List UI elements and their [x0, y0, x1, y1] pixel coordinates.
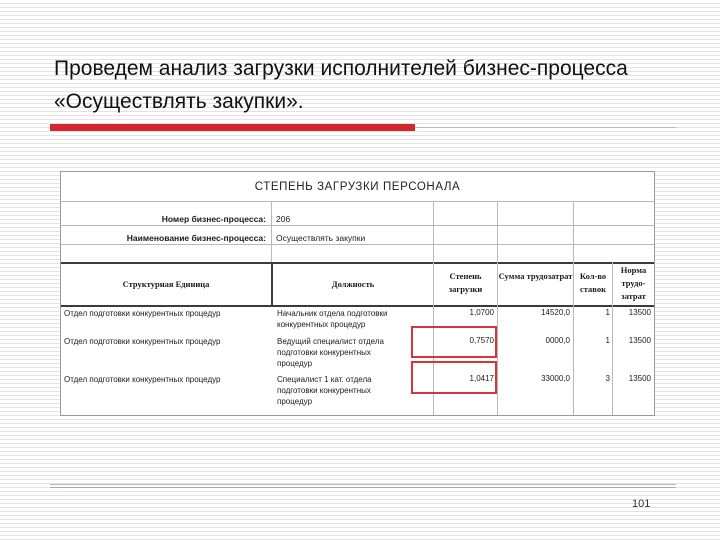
row-1-rates: 1	[605, 308, 610, 317]
header-load: Степень загрузки	[448, 271, 483, 294]
footer-divider-accent	[50, 487, 676, 488]
process-name-value: Осуществлять закупки	[276, 233, 366, 243]
highlight-box-row-2	[411, 326, 497, 358]
table-title: СТЕПЕНЬ ЗАГРУЗКИ ПЕРСОНАЛА	[254, 181, 461, 193]
row-3-position-line-2: подготовки конкурентных	[277, 386, 371, 395]
row-2-labor: 0000,0	[545, 336, 570, 345]
header-bottom-border	[61, 305, 654, 307]
highlight-box-row-3	[411, 361, 497, 394]
slide-title-line-2: «Осуществлять закупки».	[54, 90, 304, 113]
row-2-position-line-3: процедур	[277, 359, 313, 368]
grid-line	[433, 201, 434, 263]
row-2-norm: 13500	[628, 336, 651, 345]
row-3-rates: 3	[605, 374, 610, 383]
row-3-position-line-1: Специалист 1 кат. отдела	[277, 375, 372, 384]
grid-line	[61, 201, 654, 202]
grid-line	[61, 225, 654, 226]
header-position: Должность	[331, 279, 375, 289]
slide-title-line-1: Проведем анализ загрузки исполнителей бизнес-процесса	[54, 57, 628, 80]
grid-line	[61, 244, 654, 245]
row-1-labor: 14520,0	[541, 308, 570, 317]
row-1-load: 1,0700	[469, 308, 494, 317]
row-2-position-line-1: Ведущий специалист отдела	[277, 337, 384, 346]
row-1-unit: Отдел подготовки конкурентных процедур	[64, 309, 221, 318]
row-3-norm: 13500	[628, 374, 651, 383]
grid-line	[497, 201, 498, 263]
staff-load-table	[60, 171, 655, 416]
process-number-value: 206	[276, 214, 291, 224]
slide-title	[54, 52, 720, 118]
row-2-load: 0,7570	[469, 336, 494, 345]
row-2-unit: Отдел подготовки конкурентных процедур	[64, 337, 221, 346]
title-accent-bar	[50, 124, 415, 131]
page-number: 101	[632, 498, 651, 510]
process-number-label: Номер бизнес-процесса:	[161, 214, 266, 224]
header-unit: Структурная Единица	[122, 279, 210, 289]
footer-divider	[50, 484, 676, 485]
header-top-border	[61, 262, 654, 264]
row-3-load: 1,0417	[469, 374, 494, 383]
row-3-position-line-3: процедур	[277, 397, 313, 406]
header-norm: Норма трудо-затрат	[620, 265, 647, 301]
row-2-rates: 1	[605, 336, 610, 345]
header-rates: Кол-во ставок	[579, 271, 607, 294]
process-name-label: Наименование бизнес-процесса:	[126, 233, 266, 243]
row-3-labor: 33000,0	[541, 374, 570, 383]
header-labor: Сумма трудозатрат	[498, 271, 573, 281]
grid-line	[573, 201, 574, 263]
row-1-position-line-1: Начальник отдела подготовки	[277, 309, 388, 318]
row-2-position-line-2: подготовки конкурентных	[277, 348, 371, 357]
row-3-unit: Отдел подготовки конкурентных процедур	[64, 375, 221, 384]
row-1-position-line-2: конкурентных процедур	[277, 320, 366, 329]
grid-line	[271, 201, 272, 263]
row-1-norm: 13500	[628, 308, 651, 317]
